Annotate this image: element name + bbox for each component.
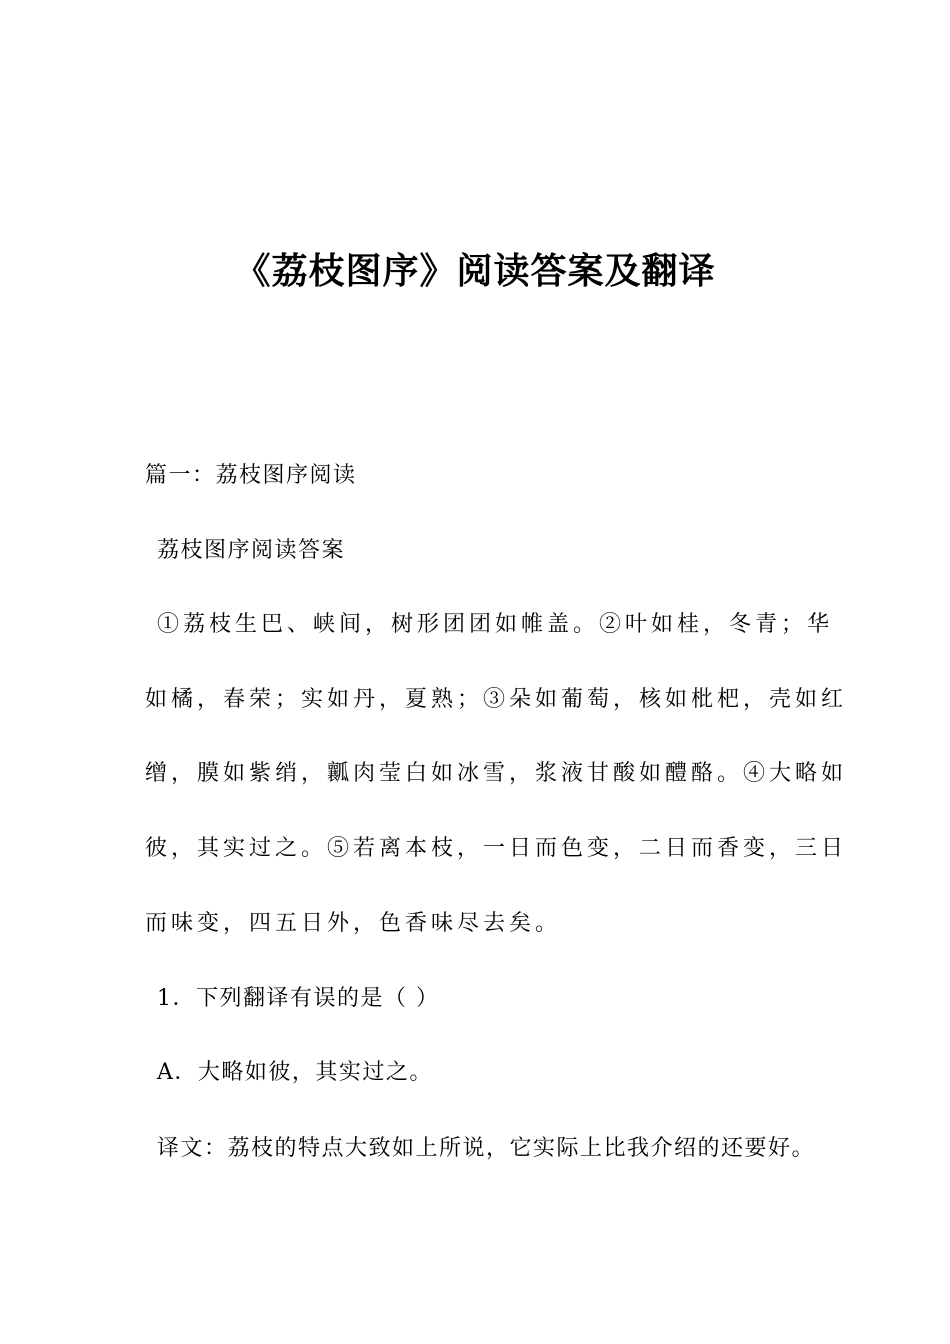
passage-line-3: 缯，膜如紫绡，瓤肉莹白如冰雪，浆液甘酸如醴酪。④大略如 <box>145 761 848 786</box>
passage-line-1: ①荔枝生巴、峡间，树形团团如帷盖。②叶如桂，冬青；华 <box>157 612 834 637</box>
subsection-heading: 荔枝图序阅读答案 <box>157 538 346 563</box>
section-heading: 篇一：荔枝图序阅读 <box>145 463 357 488</box>
translation-line: 译文：荔枝的特点大致如上所说，它实际上比我介绍的还要好。 <box>157 1136 816 1161</box>
passage-line-4: 彼，其实过之。⑤若离本枝，一日而色变，二日而香变，三日 <box>145 836 848 861</box>
question-1: 1．下列翻译有误的是（ ） <box>157 986 440 1011</box>
passage-line-5: 而味变，四五日外，色香味尽去矣。 <box>145 911 562 936</box>
passage-line-2: 如橘，春荣；实如丹，夏熟；③朵如葡萄，核如枇杷，壳如红 <box>145 687 848 712</box>
option-a: A．大略如彼，其实过之。 <box>157 1060 433 1085</box>
document-title: 《荔枝图序》阅读答案及翻译 <box>234 251 716 293</box>
